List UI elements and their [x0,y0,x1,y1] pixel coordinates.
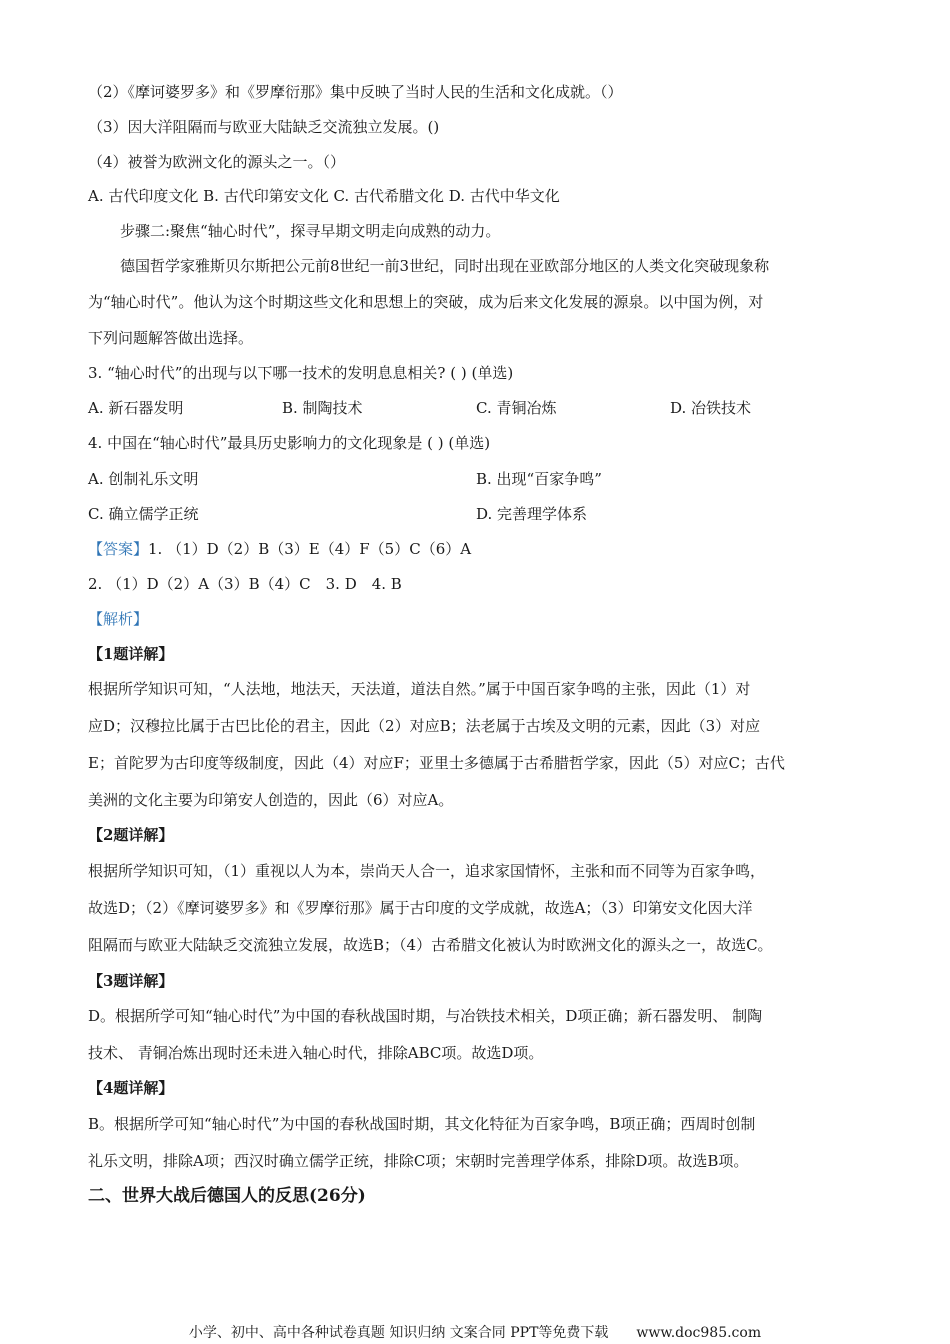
q3-option-b: B. 制陶技术 [282,399,363,417]
q2-item-4: （4）被誉为欧洲文化的源头之一。（） [88,153,346,171]
q3-stem: 3. “轴心时代”的出现与以下哪一技术的发明息息相关? ( ) (单选) [88,364,514,382]
q4-option-b: B. 出现“百家争鸣” [476,470,602,488]
answer-line-2: 2. （1）D（2）A（3）B（4）C 3. D 4. B [88,575,402,593]
d1-line-4: 美洲的文化主要为印第安人创造的，因此（6）对应A。 [88,791,454,809]
intro-line-3: 下列问题解答做出选择。 [88,329,254,347]
q4-option-a: A. 创制礼乐文明 [88,470,199,488]
intro-line-1: 德国哲学家雅斯贝尔斯把公元前8世纪一前3世纪，同时出现在亚欧部分地区的人类文化突破现象称 [120,257,770,275]
d1-line-1: 根据所学知识可知，“人法地，地法天，天法道，道法自然。”属于中国百家争鸣的主张，因此（1）对 [88,680,751,698]
answer-line-1: 1. （1）D（2）B（3）E（4）F（5）C（6）A [148,540,472,558]
q2-item-2: （2）《摩诃婆罗多》和《罗摩衍那》集中反映了当时人民的生活和文化成就。（） [88,83,623,101]
q3-option-c: C. 青铜冶炼 [476,399,557,417]
analysis-tag: 【解析】 [88,610,149,628]
d2-line-1: 根据所学知识可知，（1）重视以人为本，崇尚天人合一，追求家国情怀，主张和而不同等为百家争鸣， [88,862,766,880]
d3-line-2: 技术、 青铜冶炼出现时还未进入轴心时代，排除ABC项。故选D项。 [88,1044,544,1062]
answer-line [88,539,471,559]
d1-line-3: E；首陀罗为古印度等级制度，因此（4）对应F；亚里士多德属于古希腊哲学家，因此（5）对应C；古代 [88,754,785,772]
section2-title: 二、世界大战后德国人的反思(26分) [88,1186,366,1206]
d4-title: 【4题详解】 [88,1079,174,1097]
d4-line-2: 礼乐文明，排除A项；西汉时确立儒学正统，排除C项；宋朝时完善理学体系，排除D项。故选B项。 [88,1152,749,1170]
intro-line-2: 为“轴心时代”。他认为这个时期这些文化和思想上的突破，成为后来文化发展的源泉。以中国为例，对 [88,293,764,311]
q4-option-c: C. 确立儒学正统 [88,505,199,523]
q3-option-a: A. 新石器发明 [88,399,184,417]
d3-line-1: D。根据所学可知“轴心时代”为中国的春秋战国时期，与冶铁技术相关，D项正确；新石器发明、 制陶 [88,1007,763,1025]
answer-tag: 【答案】 [88,540,149,558]
q4-option-d: D. 完善理学体系 [476,505,588,523]
q2-options: A. 古代印度文化 B. 古代印第安文化 C. 古代希腊文化 D. 古代中华文化 [88,187,560,205]
d2-title: 【2题详解】 [88,826,174,844]
q3-option-d: D. 冶铁技术 [670,399,752,417]
footer-ad[interactable]: 小学、初中、高中各种试卷真题 知识归纳 文案合同 PPT等免费下载 www.doc985.com [188,1325,762,1341]
d2-line-3: 阻隔而与欧亚大陆缺乏交流独立发展，故选B；（4）古希腊文化被认为时欧洲文化的源头之一，故选C。 [88,936,773,954]
q4-stem: 4. 中国在“轴心时代”最具历史影响力的文化现象是 ( ) (单选) [88,434,491,452]
d4-line-1: B。根据所学可知“轴心时代”为中国的春秋战国时期，其文化特征为百家争鸣，B项正确；西周时创制 [88,1115,756,1133]
d3-title: 【3题详解】 [88,972,174,990]
d2-line-2: 故选D；（2）《摩诃婆罗多》和《罗摩衍那》属于古印度的文学成就，故选A；（3）印第安文化因大洋 [88,899,753,917]
q2-item-3: （3）因大洋阻隔而与欧亚大陆缺乏交流独立发展。() [88,118,440,136]
step2-title: 步骤二:聚焦“轴心时代”，探寻早期文明走向成熟的动力。 [120,222,501,240]
d1-line-2: 应D；汉穆拉比属于古巴比伦的君主，因此（2）对应B；法老属于古埃及文明的元素，因此（3）对应 [88,717,761,735]
d1-title: 【1题详解】 [88,645,174,663]
